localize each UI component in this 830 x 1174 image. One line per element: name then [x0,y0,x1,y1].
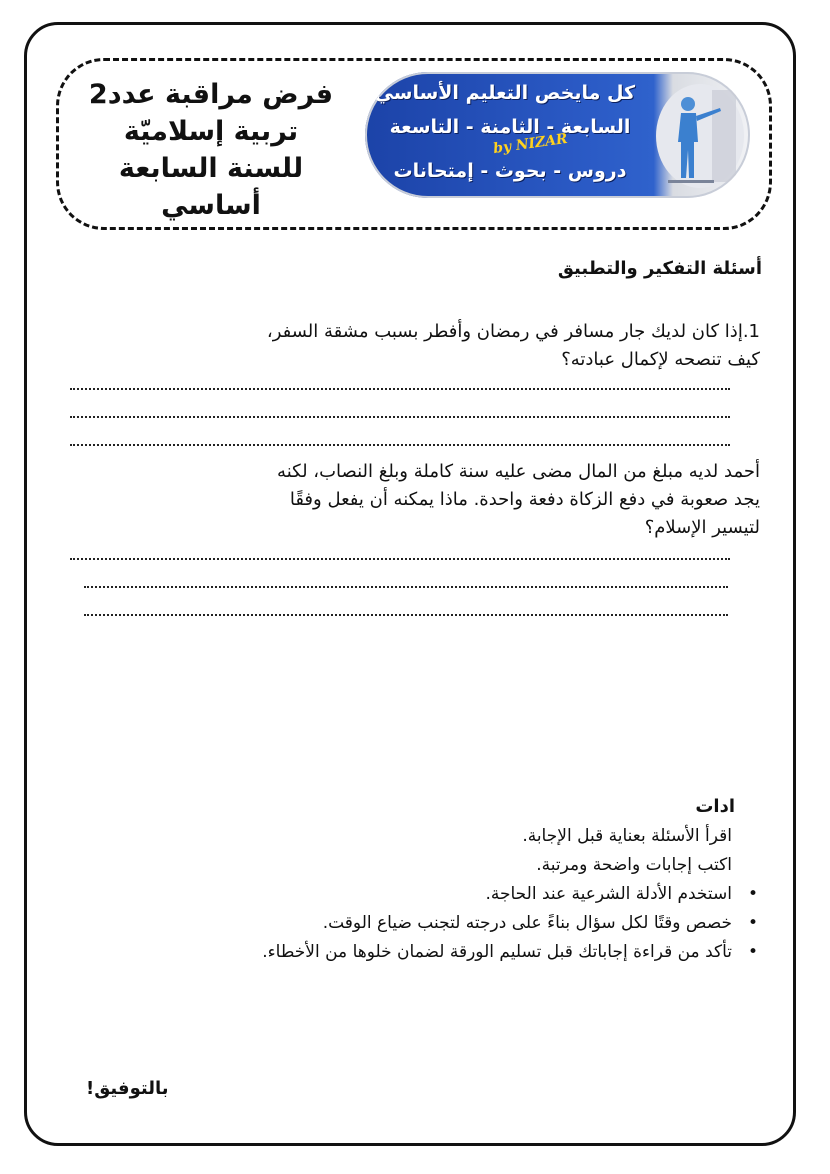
logo-line-3: دروس - بحوث - إمتحانات [393,160,627,182]
question-2-line-1: أحمد لديه مبلغ من المال مضى عليه سنة كاملة وبلغ النصاب، لكنه [277,461,760,482]
section-title: أسئلة التفكير والتطبيق [557,258,762,279]
answer-line[interactable] [70,414,730,418]
instructions-title: ادات [695,796,735,817]
instruction-item: اكتب إجابات واضحة ومرتبة. [536,855,732,875]
teacher-pointing-icon [650,80,745,192]
exam-title [66,76,356,224]
question-1-line-2: كيف تنصحه لإكمال عبادته؟ [561,349,760,370]
logo-line-1: كل مايخص التعليم الأساسي [374,82,635,104]
closing-note: بالتوفيق! [86,1078,169,1099]
answer-line[interactable] [70,442,730,446]
instruction-item: اقرأ الأسئلة بعناية قبل الإجابة. [522,826,732,846]
instructions-list [100,822,760,967]
answer-line[interactable] [70,386,730,390]
question-2-line-3: لتيسير الإسلام؟ [644,517,760,538]
exam-title-line-3: للسنة السابعة أساسي [118,153,304,221]
instruction-item: • تأكد من قراءة إجاباتك قبل تسليم الورقة لضمان خلوها من الأخطاء. [100,938,760,967]
question-1-line-1: 1.إذا كان لديك جار مسافر في رمضان وأفطر بسبب مشقة السفر، [266,321,760,342]
question-2-line-2: يجد صعوبة في دفع الزكاة دفعة واحدة. ماذا يمكنه أن يفعل وفقًا [289,489,760,510]
question-1 [100,318,760,374]
exam-title-line-2: تربية إسلاميّة [123,116,299,147]
answer-line[interactable] [70,556,730,560]
logo-signature: by NIZAR [492,130,569,158]
education-logo [365,72,750,198]
instruction-item: • استخدم الأدلة الشرعية عند الحاجة. [100,880,760,909]
logo-line-2: السابعة - الثامنة - التاسعة [389,116,631,138]
exam-title-line-1: فرض مراقبة عدد2 [88,79,334,110]
question-2 [100,458,760,542]
answer-line[interactable] [84,612,728,616]
answer-line[interactable] [84,584,728,588]
instruction-item: • خصص وقتًا لكل سؤال بناءً على درجته لتجنب ضياع الوقت. [100,909,760,938]
